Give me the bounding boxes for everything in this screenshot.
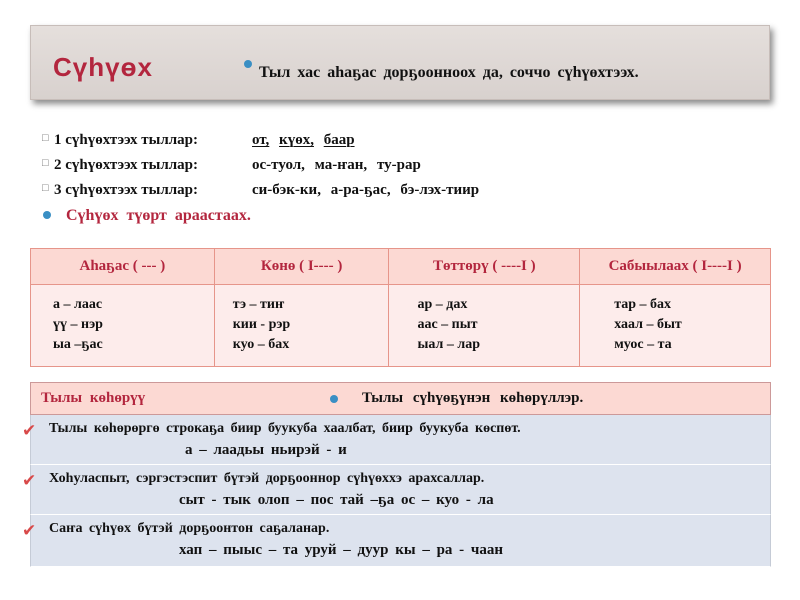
table-header-row (31, 249, 771, 285)
rule-example: а – лаадьы ньирэй - и (185, 442, 347, 458)
column-header: Көнө ( I---- ) (214, 249, 389, 285)
example-word: ма-ҥан, (314, 157, 368, 173)
list-item: аас – пыт (417, 317, 478, 332)
list-item: тар – бах (614, 297, 672, 312)
list-item: үү – нэр (53, 317, 103, 332)
example-word: от, (252, 132, 270, 148)
list-item: ыа –ҕас (53, 337, 103, 352)
hyphenation-section (22, 382, 771, 567)
rule-text: Тылы көһөрөргө строкаҕа биир буукуба хаалбат, биир буукуба көспөт. (49, 421, 521, 436)
rule-item (22, 515, 771, 567)
title-banner (30, 25, 770, 100)
column-header: Төттөрү ( ----I ) (389, 249, 580, 285)
blue-dot-icon (43, 211, 51, 219)
bullet-words (252, 157, 421, 174)
list-item: ыал – лар (417, 337, 481, 352)
square-bullet-icon: □ (42, 182, 49, 194)
table-row (31, 285, 771, 367)
section-title: Тылы көһөрүү (41, 390, 146, 406)
example-word: баар (323, 132, 355, 148)
check-mark-icon: ✔ (22, 521, 37, 541)
column-header: Сабыылаах ( I----I ) (580, 249, 771, 285)
list-item (52, 203, 479, 228)
list-item: ар – дах (417, 297, 468, 312)
bullet-label: 2 сүһүөхтээх тыллар: (54, 157, 198, 173)
syllable-count-list (42, 128, 480, 228)
list-item: кии - рэр (232, 317, 291, 332)
page-title: Сүһүөх (53, 52, 153, 82)
example-word: а-ра-ҕас, (330, 182, 391, 198)
check-mark-icon: ✔ (22, 471, 37, 491)
section-subtitle: Тылы сүһүөҕүнэн көһөрүллэр. (362, 390, 584, 406)
example-word: си-бэк-ки, (252, 182, 321, 198)
list-item (42, 128, 479, 153)
example-word: ту-рар (376, 157, 421, 173)
bullet-label: 1 сүһүөхтээх тыллар: (54, 132, 198, 148)
highlight-text: Сүһүөх түөрт араастаах. (66, 206, 251, 224)
rule-example: хап – пыыс – та уруй – дуур кы – ра - чаан (179, 542, 504, 558)
bullet-label: 3 сүһүөхтээх тыллар: (54, 182, 198, 198)
page-subtitle: Тыл хас аһаҕас дорҕоонноох да, соччо сүһүөхтээх. (259, 64, 639, 81)
blue-dot-icon (330, 395, 338, 403)
list-item (42, 153, 479, 178)
syllable-types-table (30, 248, 771, 367)
list-item: тэ – тиҥ (232, 297, 285, 312)
table-cell (389, 285, 580, 367)
section-header (30, 382, 771, 415)
rule-item (22, 415, 771, 465)
example-word: күөх, (279, 132, 314, 148)
rule-item (22, 465, 771, 515)
list-item: муос – та (614, 337, 672, 352)
column-header: Аһаҕас ( --- ) (31, 249, 215, 285)
rule-example: сыт - тык олоп – пос тай –ҕа ос – куо - ла (179, 492, 494, 508)
example-word: ос-туол, (252, 157, 305, 173)
table-cell (214, 285, 389, 367)
bullet-words (252, 182, 479, 199)
bullet-words (252, 132, 355, 149)
square-bullet-icon: □ (42, 132, 49, 144)
list-item: куо – бах (232, 337, 290, 352)
list-item (42, 178, 480, 203)
list-item: а – лаас (53, 297, 103, 312)
table-cell (31, 285, 215, 367)
example-word: бэ-лэх-тиир (400, 182, 480, 198)
check-mark-icon: ✔ (22, 421, 37, 441)
rule-text: Саҥа сүһүөх бүтэй дорҕоонтон саҕаланар. (49, 521, 330, 536)
table-cell (580, 285, 771, 367)
blue-dot-icon (244, 60, 252, 68)
rule-text: Хоһуласпыт, сэргэстэспит бүтэй дорҕооннор сүһүөххэ арахсаллар. (49, 471, 485, 486)
list-item: хаал – быт (614, 317, 682, 332)
square-bullet-icon: □ (42, 157, 49, 169)
